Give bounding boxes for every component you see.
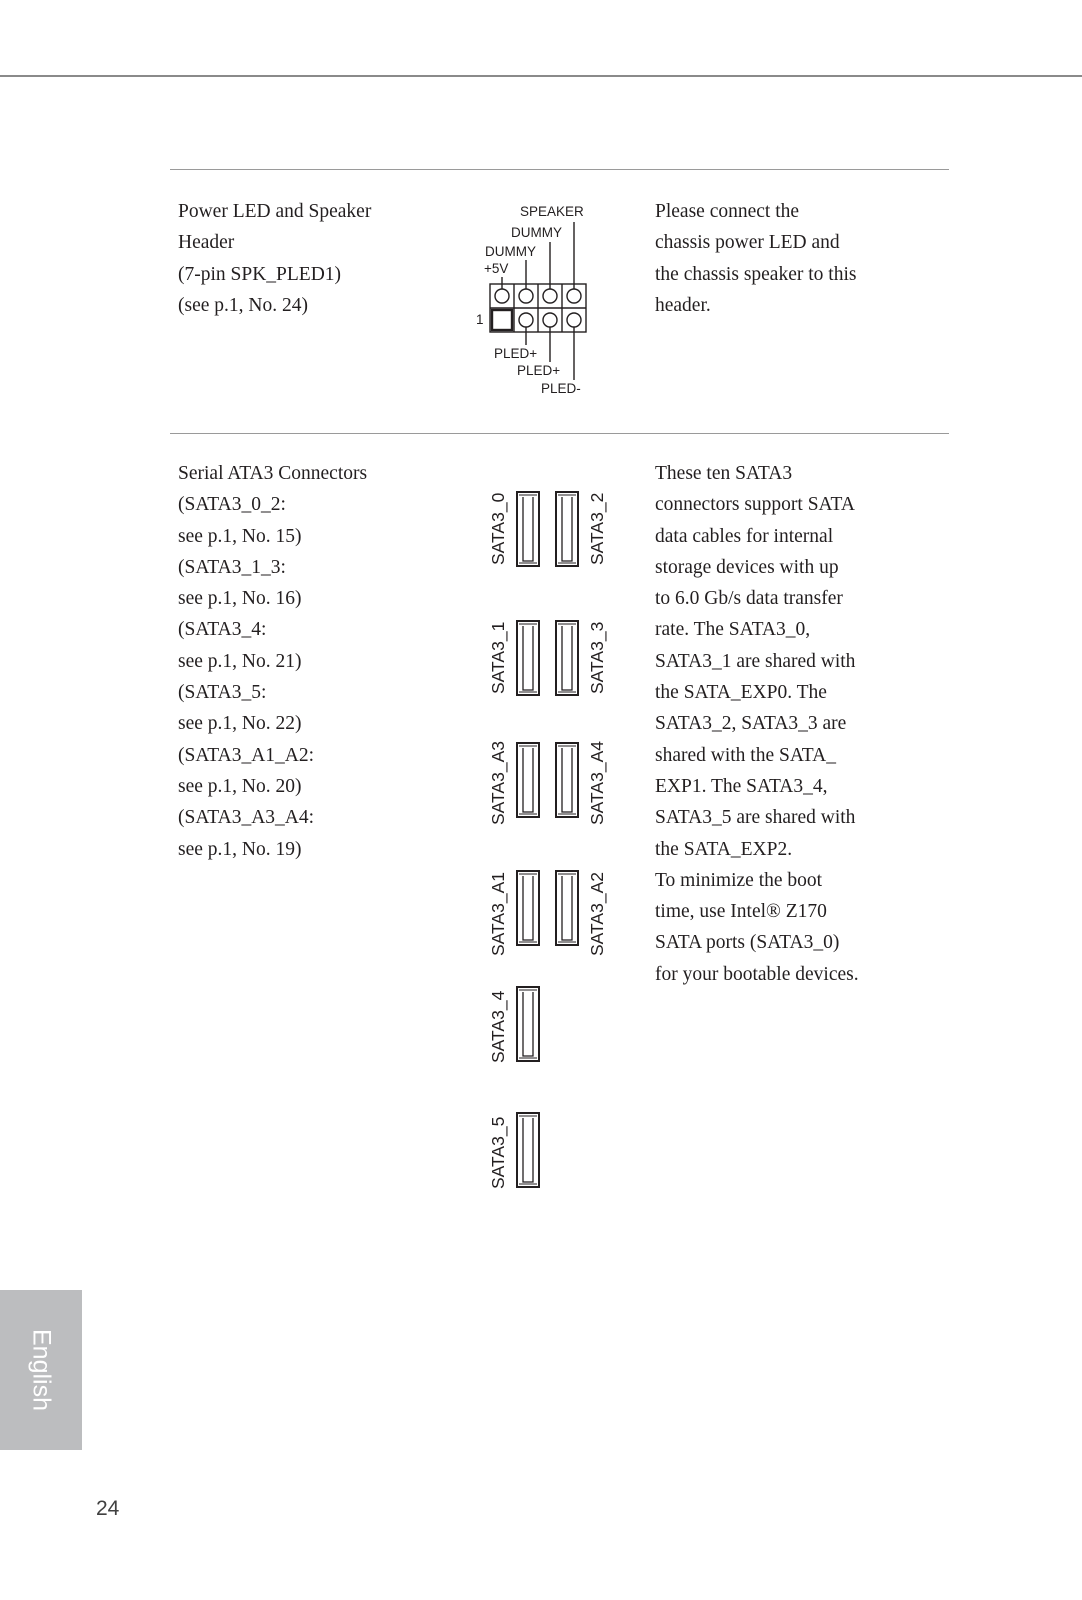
pin-pad [567, 313, 581, 327]
pled-plus-label: PLED+ [494, 346, 538, 361]
section-divider-middle [170, 433, 949, 434]
pin-pad [567, 289, 581, 303]
pin-pad [543, 289, 557, 303]
sata3-2-label: SATA3_2 [587, 492, 607, 565]
sata3-2-connector [556, 492, 578, 566]
pled-minus-label: PLED- [541, 381, 581, 396]
sata-connectors-title: Serial ATA3 Connectors (SATA3_0_2: see p.1, No. 15) (SATA3_1_3: see p.1, No. 16) (SATA3_4: see p.1, No. 21) (SATA3_5: see p.1, No. 22) (SATA3_A1_A2: see p.1, No. 20) (SATA3_A3_A4: see p.1, No. 19) [178, 463, 368, 860]
language-tab [0, 1290, 82, 1450]
dummy-label-top: DUMMY [511, 225, 562, 240]
sata3-a4-label: SATA3_A4 [587, 741, 607, 825]
pin-1-marker: 1 [476, 312, 484, 327]
language-tab-label: English [27, 1329, 56, 1411]
page-number: 24 [96, 1497, 120, 1520]
plus-5v-label: +5V [484, 261, 509, 276]
spk-pled-pin-diagram [470, 198, 620, 398]
power-led-description: Please connect the chassis power LED and the chassis speaker to this header. [655, 201, 857, 316]
sata3-a1-connector [517, 871, 539, 945]
pin-pad [519, 313, 533, 327]
pin-pad [519, 289, 533, 303]
sata3-4-label: SATA3_4 [488, 990, 508, 1063]
sata3-3-connector [556, 621, 578, 695]
power-led-header-title: Power LED and Speaker Header (7-pin SPK_PLED1) (see p.1, No. 24) [178, 201, 372, 316]
section-divider-top [170, 169, 949, 170]
sata3-0-label: SATA3_0 [488, 492, 508, 565]
sata3-5-label: SATA3_5 [488, 1116, 508, 1189]
sata-connector-diagram [470, 480, 620, 1200]
sata3-4-connector [517, 987, 539, 1061]
dummy-label: DUMMY [485, 244, 536, 259]
page-top-rule [0, 75, 1082, 77]
pled-plus-label-2: PLED+ [517, 363, 561, 378]
pin-1-square-pad [492, 310, 512, 330]
sata3-a4-connector [556, 743, 578, 817]
sata3-1-connector [517, 621, 539, 695]
sata3-a3-label: SATA3_A3 [488, 741, 508, 825]
sata3-a2-connector [556, 871, 578, 945]
sata3-5-connector [517, 1113, 539, 1187]
sata3-a1-label: SATA3_A1 [488, 872, 508, 956]
sata3-a2-label: SATA3_A2 [587, 872, 607, 956]
sata3-3-label: SATA3_3 [587, 621, 607, 694]
sata3-0-connector [517, 492, 539, 566]
pin-pad [495, 289, 509, 303]
sata3-a3-connector [517, 743, 539, 817]
speaker-label: SPEAKER [520, 204, 584, 219]
pin-pad [543, 313, 557, 327]
sata-description: These ten SATA3 connectors support SATA data cables for internal storage devices with up to 6.0 Gb/s data transfer rate. The SATA3_0, SATA3_1 are shared with the SATA_EXP0. The SATA3_2, SATA3_3 are shared with the SATA_ EXP1. The SATA3_4, SATA3_5 are shared with the SATA_EXP2. To minimize the boot time, use Intel® Z170 SATA ports (SATA3_0) for your bootable devices. [655, 463, 859, 985]
sata3-1-label: SATA3_1 [488, 621, 508, 694]
